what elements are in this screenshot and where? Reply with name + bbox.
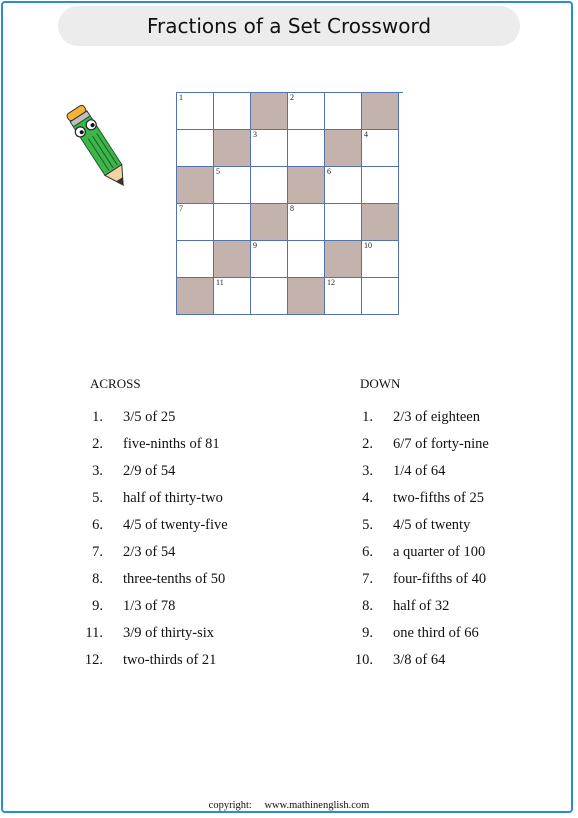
cell-number: 4 bbox=[364, 130, 368, 139]
grid-cell[interactable] bbox=[214, 204, 251, 241]
clue-number: 5. bbox=[92, 490, 103, 506]
grid-cell[interactable] bbox=[325, 93, 362, 130]
across-clue bbox=[68, 570, 228, 597]
clue-text: 4/5 of twenty bbox=[393, 517, 471, 533]
clue-number: 9. bbox=[92, 598, 103, 614]
clue-number: 11. bbox=[85, 625, 103, 641]
site-url: www.mathinenglish.com bbox=[264, 800, 370, 811]
across-clue bbox=[68, 651, 228, 678]
down-heading: DOWN bbox=[360, 376, 401, 391]
shaded-cell bbox=[325, 241, 362, 278]
cell-number: 2 bbox=[290, 93, 294, 102]
across-heading: ACROSS bbox=[90, 376, 141, 391]
shaded-cell bbox=[177, 167, 214, 204]
clue-number: 3. bbox=[92, 463, 103, 479]
down-clue bbox=[338, 408, 489, 435]
across-clue bbox=[68, 462, 228, 489]
cell-number: 8 bbox=[290, 204, 294, 213]
across-clue bbox=[68, 435, 228, 462]
down-clue-list bbox=[338, 408, 489, 678]
clue-text: 1/3 of 78 bbox=[123, 598, 176, 614]
grid-cell[interactable] bbox=[251, 241, 288, 278]
cell-number: 11 bbox=[216, 278, 224, 287]
down-clue bbox=[338, 462, 489, 489]
clue-text: 2/3 of 54 bbox=[123, 544, 176, 560]
grid-cell[interactable] bbox=[362, 278, 399, 315]
clue-number: 2. bbox=[92, 436, 103, 452]
clue-text: 1/4 of 64 bbox=[393, 463, 446, 479]
grid-cell[interactable] bbox=[214, 167, 251, 204]
clue-number: 2. bbox=[362, 436, 373, 452]
grid-cell[interactable] bbox=[362, 241, 399, 278]
clue-number: 6. bbox=[92, 517, 103, 533]
clue-number: 10. bbox=[354, 652, 373, 668]
across-clue bbox=[68, 597, 228, 624]
shaded-cell bbox=[214, 241, 251, 278]
grid-cell[interactable] bbox=[325, 204, 362, 241]
down-clue bbox=[338, 651, 489, 678]
grid-cell[interactable] bbox=[177, 241, 214, 278]
crossword-grid bbox=[176, 92, 403, 315]
grid-cell[interactable] bbox=[288, 93, 325, 130]
clue-text: 3/9 of thirty-six bbox=[123, 625, 215, 641]
grid-cell[interactable] bbox=[288, 204, 325, 241]
clue-text: 6/7 of forty-nine bbox=[393, 436, 489, 452]
clue-text: two-fifths of 25 bbox=[393, 490, 485, 506]
clue-number: 7. bbox=[92, 544, 103, 560]
cell-number: 12 bbox=[327, 278, 335, 287]
down-clue bbox=[338, 597, 489, 624]
down-clue bbox=[338, 516, 489, 543]
clue-text: 3/8 of 64 bbox=[393, 652, 446, 668]
grid-cell[interactable] bbox=[362, 130, 399, 167]
shaded-cell bbox=[251, 93, 288, 130]
clue-number: 7. bbox=[362, 571, 373, 587]
clue-text: four-fifths of 40 bbox=[393, 571, 487, 587]
clue-number: 9. bbox=[362, 625, 373, 641]
cell-number: 9 bbox=[253, 241, 257, 250]
copyright-label: copyright: bbox=[208, 800, 252, 811]
clue-text: 4/5 of twenty-five bbox=[123, 517, 228, 533]
across-clue bbox=[68, 516, 228, 543]
page-title bbox=[58, 6, 520, 46]
shaded-cell bbox=[288, 278, 325, 315]
clue-number: 1. bbox=[92, 409, 103, 425]
clue-number: 5. bbox=[362, 517, 373, 533]
clue-number: 1. bbox=[362, 409, 373, 425]
cell-number: 3 bbox=[253, 130, 257, 139]
down-clue bbox=[338, 624, 489, 651]
down-clue bbox=[338, 489, 489, 516]
grid-cell[interactable] bbox=[251, 278, 288, 315]
grid-cell[interactable] bbox=[177, 204, 214, 241]
down-clue bbox=[338, 543, 489, 570]
clue-text: 3/5 of 25 bbox=[123, 409, 176, 425]
footer bbox=[0, 800, 578, 811]
clue-number: 8. bbox=[362, 598, 373, 614]
grid-cell[interactable] bbox=[288, 130, 325, 167]
clue-text: five-ninths of 81 bbox=[123, 436, 220, 452]
clue-number: 4. bbox=[362, 490, 373, 506]
shaded-cell bbox=[288, 167, 325, 204]
cell-number: 6 bbox=[327, 167, 331, 176]
grid-cell[interactable] bbox=[251, 130, 288, 167]
across-clue-list bbox=[68, 408, 228, 678]
across-clue bbox=[68, 624, 228, 651]
cell-number: 1 bbox=[179, 93, 183, 102]
shaded-cell bbox=[251, 204, 288, 241]
clue-text: half of 32 bbox=[393, 598, 450, 614]
clue-text: 2/3 of eighteen bbox=[393, 409, 480, 425]
cell-number: 5 bbox=[216, 167, 220, 176]
clue-number: 12. bbox=[84, 652, 103, 668]
grid-cell[interactable] bbox=[214, 278, 251, 315]
across-clue bbox=[68, 543, 228, 570]
grid-cell[interactable] bbox=[325, 167, 362, 204]
cell-number: 10 bbox=[364, 241, 372, 250]
grid-cell[interactable] bbox=[288, 241, 325, 278]
title-text: Fractions of a Set Crossword bbox=[146, 14, 432, 38]
grid-cell[interactable] bbox=[325, 278, 362, 315]
cell-number: 7 bbox=[179, 204, 183, 213]
across-clue bbox=[68, 408, 228, 435]
grid-cell[interactable] bbox=[177, 130, 214, 167]
clue-text: three-tenths of 50 bbox=[123, 571, 226, 587]
grid-cell[interactable] bbox=[362, 167, 399, 204]
grid-cell[interactable] bbox=[251, 167, 288, 204]
down-clue bbox=[338, 570, 489, 597]
grid-cell[interactable] bbox=[214, 93, 251, 130]
clue-text: two-thirds of 21 bbox=[123, 652, 217, 668]
clue-text: a quarter of 100 bbox=[393, 544, 486, 560]
grid-cell[interactable] bbox=[177, 93, 214, 130]
shaded-cell bbox=[362, 93, 399, 130]
clue-text: half of thirty-two bbox=[123, 490, 223, 506]
shaded-cell bbox=[325, 130, 362, 167]
clue-number: 8. bbox=[92, 571, 103, 587]
clue-text: 2/9 of 54 bbox=[123, 463, 176, 479]
shaded-cell bbox=[214, 130, 251, 167]
clue-text: one third of 66 bbox=[393, 625, 479, 641]
pencil-mascot-icon bbox=[64, 96, 134, 196]
down-clue bbox=[338, 435, 489, 462]
clue-number: 3. bbox=[362, 463, 373, 479]
shaded-cell bbox=[177, 278, 214, 315]
across-clue bbox=[68, 489, 228, 516]
clue-number: 6. bbox=[362, 544, 373, 560]
shaded-cell bbox=[362, 204, 399, 241]
